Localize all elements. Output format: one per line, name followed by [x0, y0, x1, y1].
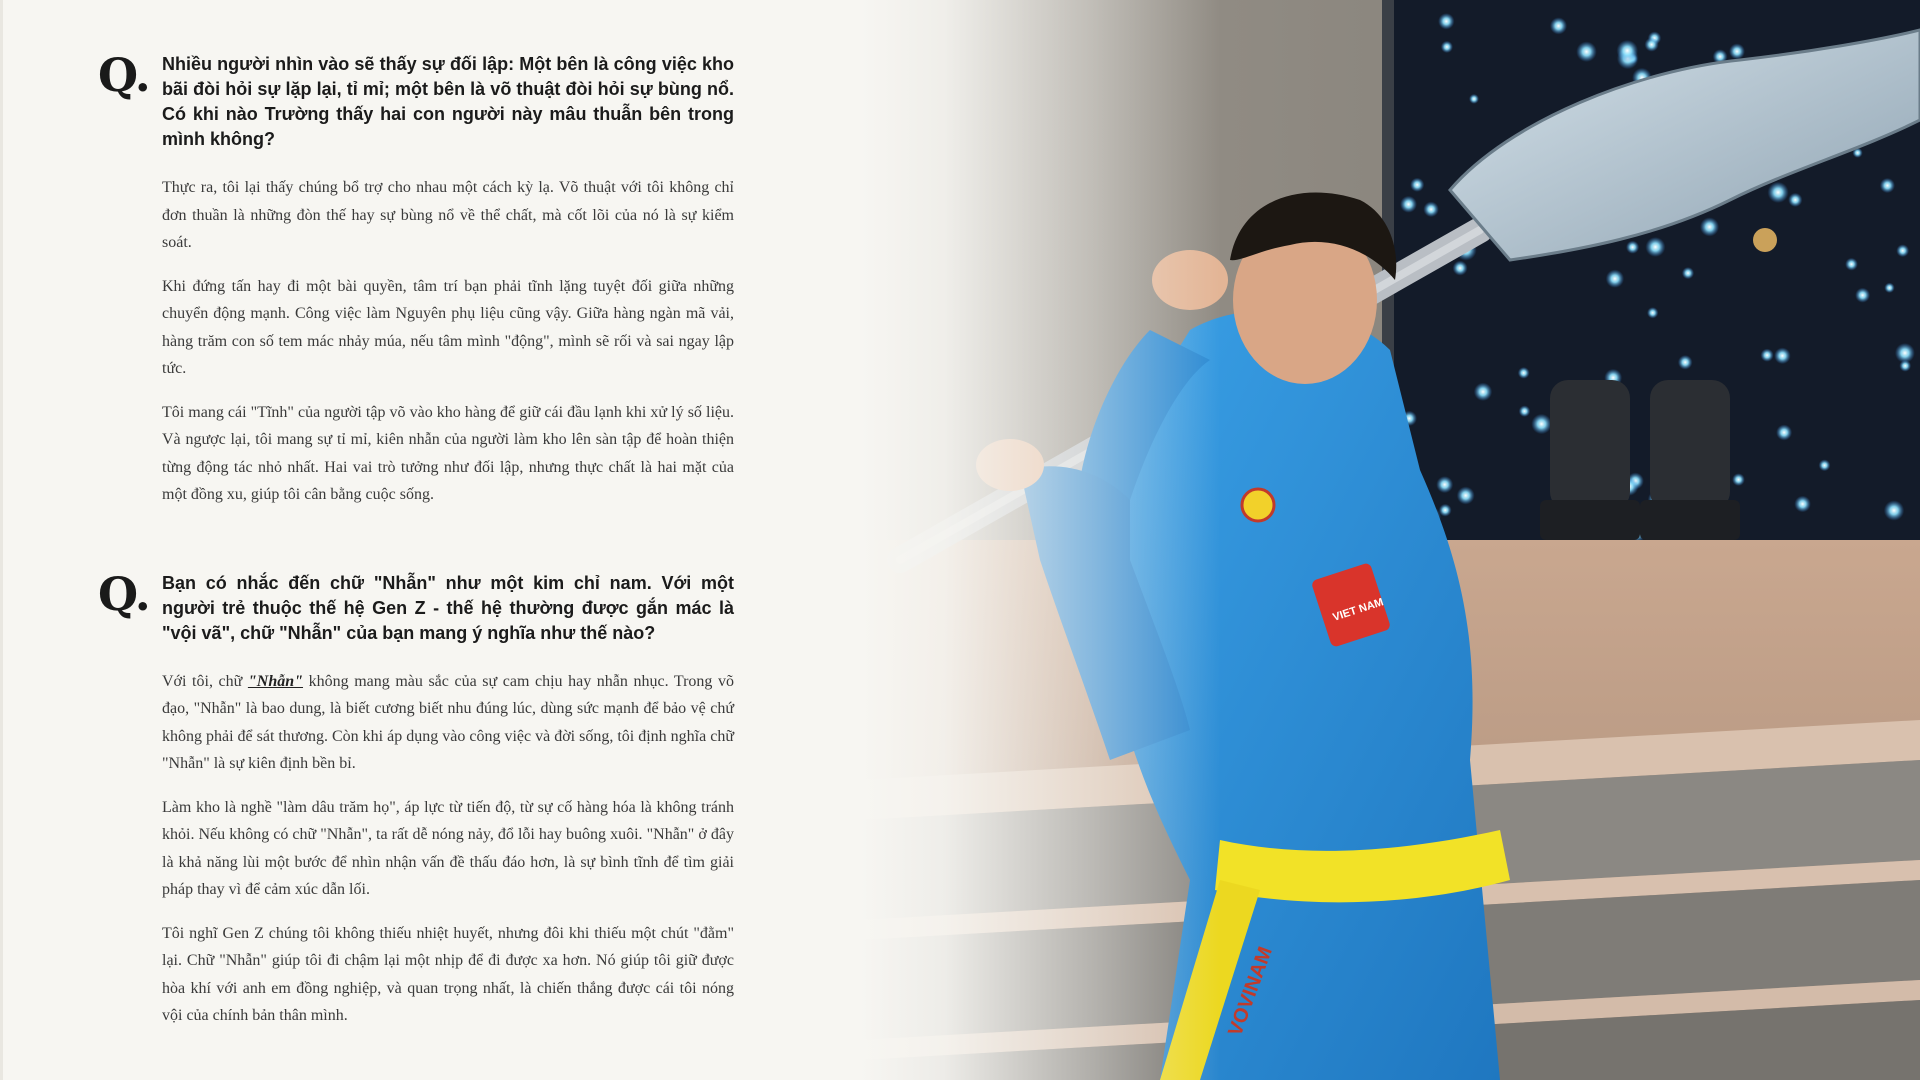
- qa-block: [98, 566, 735, 1030]
- hero-photo: [860, 0, 1920, 1080]
- answer-text: không mang màu sắc của sự cam chịu hay nhẫn nhục. Trong võ đạo, "Nhẫn" là bao dung, là biết cương biết nhu đúng lúc, dùng sức mạnh để bảo vệ chứ không phải để sát thương. Còn khi áp dụng vào công việc và đời sống, tôi định nghĩa chữ "Nhẫn" là sự kiên định bền bỉ.: [162, 672, 735, 772]
- answer-paragraph: Làm kho là nghề "làm dâu trăm họ", áp lực từ tiến độ, từ sự cố hàng hóa là không tránh khỏi. Nếu không có chữ "Nhẫn", ta rất dễ nóng nảy, đổ lỗi hay buông xuôi. "Nhẫn" ở đây là khả năng lùi một bước để nhìn nhận vấn đề thấu đáo hơn, là sự bình tĩnh để tìm giải pháp thay vì để cảm xúc dẫn lối.: [162, 798, 734, 898]
- question-text: Bạn có nhắc đến chữ "Nhẫn" như một kim chỉ nam. Với một người trẻ thuộc thế hệ Gen Z - thế hệ thường được gắn mác là "vội vã", chữ "Nhẫn" của bạn mang ý nghĩa như thế nào?: [162, 572, 734, 643]
- q-mark: Q.: [98, 48, 150, 102]
- martial-artist-photo: [860, 0, 1920, 1080]
- answer-paragraph: Thực ra, tôi lại thấy chúng bổ trợ cho nhau một cách kỳ lạ. Võ thuật với tôi không chỉ đơn thuần là những đòn thế hay sự bùng nổ về thể chất, mà cốt lõi của nó là sự kiểm soát.: [162, 179, 734, 251]
- answer: [162, 174, 734, 509]
- answer-paragraph: Tôi nghĩ Gen Z chúng tôi không thiếu nhiệt huyết, nhưng đôi khi thiếu một chút "đằm" lại. Chữ "Nhẫn" giúp tôi đi chậm lại một nhịp để đi được xa hơn. Nó giúp tôi giữ được hòa khí với anh em đồng nghiệp, và quan trọng nhất, là chiến thắng được cái tôi nóng vội của chính bản thân mình.: [162, 924, 734, 1024]
- emphasis-word: "Nhẫn": [247, 672, 304, 690]
- answer: [162, 668, 734, 1030]
- q-mark: Q.: [98, 566, 150, 621]
- answer-paragraph: Khi đứng tấn hay đi một bài quyền, tâm trí bạn phải tĩnh lặng tuyệt đối giữa những chuyển động mạnh. Công việc làm Nguyên phụ liệu cũng vậy. Giữa hàng ngàn mã vải, hàng trăm con số tem mác nhảy múa, nếu tâm mình "động", mình sẽ rối và sai ngay lập tức.: [162, 277, 734, 377]
- interview-article: [98, 48, 734, 1046]
- question-text: Nhiều người nhìn vào sẽ thấy sự đối lập: Một bên là công việc kho bãi đòi hỏi sự lặp lại, tỉ mỉ; một bên là võ thuật đòi hỏi sự bùng nổ. Có khi nào Trường thấy hai con người này mâu thuẫn bên trong mình không?: [162, 54, 734, 149]
- answer-paragraph: Tôi mang cái "Tĩnh" của người tập võ vào kho hàng để giữ cái đầu lạnh khi xử lý số liệu. Và ngược lại, tôi mang sự tỉ mỉ, kiên nhẫn của người làm kho lên sàn tập để hoàn thiện từng động tác nhỏ nhất. Hai vai trò tưởng như đối lập, nhưng thực chất là hai mặt của một đồng xu, giúp tôi cân bằng cuộc sống.: [162, 403, 734, 503]
- answer-text: Với tôi, chữ: [162, 672, 248, 690]
- page-edge: [0, 0, 3, 1080]
- answer-paragraph: [162, 668, 734, 778]
- qa-block: [98, 48, 734, 509]
